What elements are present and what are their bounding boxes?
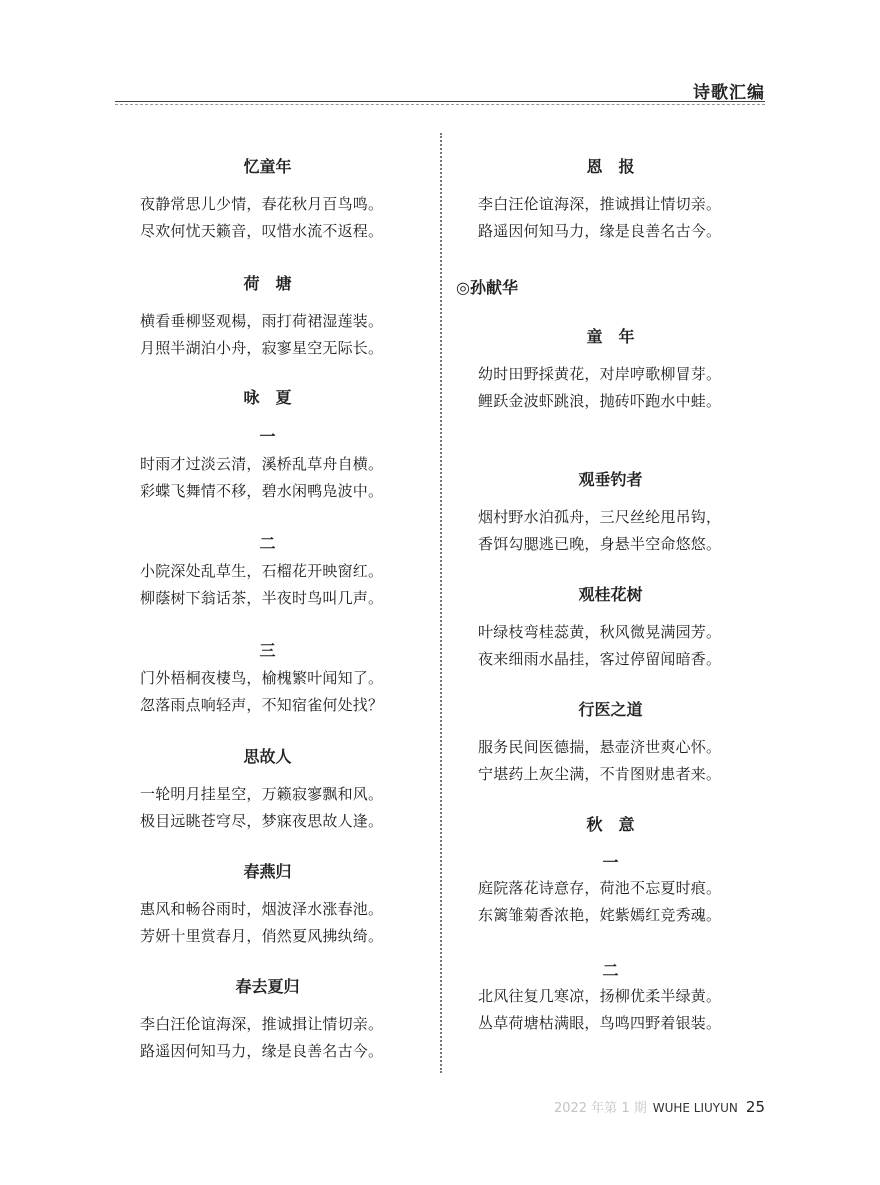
poem-title: 观垂钓者	[578, 470, 643, 489]
poem-line: 彩蝶飞舞情不移，碧水闲鸭凫波中。	[140, 482, 384, 500]
column-divider	[440, 133, 442, 1073]
header-rule-dashed	[115, 104, 765, 105]
poem-line: 李白汪伦谊海深，推诚揖让情切亲。	[140, 1015, 384, 1033]
poem-line: 时雨才过淡云清，溪桥乱草舟自横。	[140, 455, 384, 473]
poem-line: 庭院落花诗意存，荷池不忘夏时痕。	[478, 879, 722, 897]
poem-line: 极目远眺苍穹尽，梦寐夜思故人逢。	[140, 812, 384, 830]
issue-label: 2022 年第 1 期	[553, 1101, 647, 1116]
poem-title: 忆童年	[243, 157, 292, 176]
poem-line: 服务民间医德揣，悬壶济世爽心怀。	[478, 738, 722, 756]
poem-line: 小院深处乱草生，石榴花开映窗红。	[140, 562, 384, 580]
poem-line: 忽落雨点响轻声，不知宿雀何处找？	[140, 696, 384, 714]
poem-title: 荷 塘	[243, 274, 292, 293]
poem-subtitle: 三	[259, 641, 276, 660]
poem-subtitle: 二	[602, 961, 619, 980]
poem-line: 宁堪药上灰尘满，不肯图财患者来。	[478, 765, 722, 783]
poem-subtitle: 一	[602, 853, 619, 872]
poem-line: 芳妍十里赏春月，俏然夏风拂纨绮。	[140, 927, 384, 945]
poem-title: 秋 意	[586, 815, 635, 834]
poem-line: 丛草荷塘枯满眼，鸟鸣四野着银装。	[478, 1014, 722, 1032]
poem-line: 惠风和畅谷雨时，烟波泽水涨春池。	[140, 900, 384, 918]
poem-title: 行医之道	[578, 700, 643, 719]
poem-line: 夜来细雨水晶挂，客过停留闻暗香。	[478, 650, 722, 668]
poem-line: 门外梧桐夜棲鸟，榆槐繁叶闻知了。	[140, 669, 384, 687]
poem-line: 烟村野水泊孤舟，三尺丝纶甩吊钩，	[478, 508, 722, 526]
poem-line: 叶绿枝弯桂蕊黄，秋风微晃满园芳。	[478, 623, 722, 641]
poem-line: 一轮明月挂星空，万籁寂寥飘和风。	[140, 785, 384, 803]
poem-line: 北风往复几寒凉，扬柳优柔半绿黄。	[478, 987, 722, 1005]
poem-line: 夜静常思儿少情，春花秋月百鸟鸣。	[140, 195, 384, 213]
poem-title: 观桂花树	[578, 585, 643, 604]
poem-title: 春燕归	[243, 862, 292, 881]
poem-title: 春去夏归	[235, 977, 300, 996]
poem-title: 恩 报	[586, 157, 635, 176]
poem-title: 童 年	[586, 327, 635, 346]
poem-line: 鲤跃金波虾跳浪，抛砖吓跑水中蛙。	[478, 392, 722, 410]
poem-subtitle: 一	[259, 427, 276, 446]
poem-title: 咏 夏	[243, 388, 292, 407]
magazine-name: WUHE LIUYUN	[652, 1101, 738, 1115]
poem-line: 路遥因何知马力，缘是良善名古今。	[478, 222, 722, 240]
header-title: 诗歌汇编	[693, 83, 765, 103]
poem-line: 路遥因何知马力，缘是良善名古今。	[140, 1042, 384, 1060]
poem-title: 思故人	[243, 747, 292, 766]
poem-line: 李白汪伦谊海深，推诚揖让情切亲。	[478, 195, 722, 213]
author-name: ◎孙献华	[456, 278, 518, 297]
header-rule	[115, 101, 765, 102]
poem-subtitle: 二	[259, 534, 276, 553]
footer	[554, 1097, 765, 1116]
poem-line: 香饵勾腮逃已晚，身悬半空命悠悠。	[478, 535, 722, 553]
poem-line: 尽欢何忧天籁音，叹惜水流不返程。	[140, 222, 384, 240]
poem-line: 柳蔭树下翁话茶，半夜时鸟叫几声。	[140, 589, 384, 607]
poem-line: 东篱雏菊香浓艳，姹紫嫣红竞秀魂。	[478, 906, 722, 924]
page-number: 25	[745, 1098, 765, 1116]
poem-line: 横看垂柳竖观楊，雨打荷裙湿莲装。	[140, 312, 384, 330]
poem-line: 月照半湖泊小舟，寂寥星空无际长。	[140, 339, 384, 357]
poem-line: 幼时田野採黄花，对岸哼歌柳冒芽。	[478, 365, 722, 383]
